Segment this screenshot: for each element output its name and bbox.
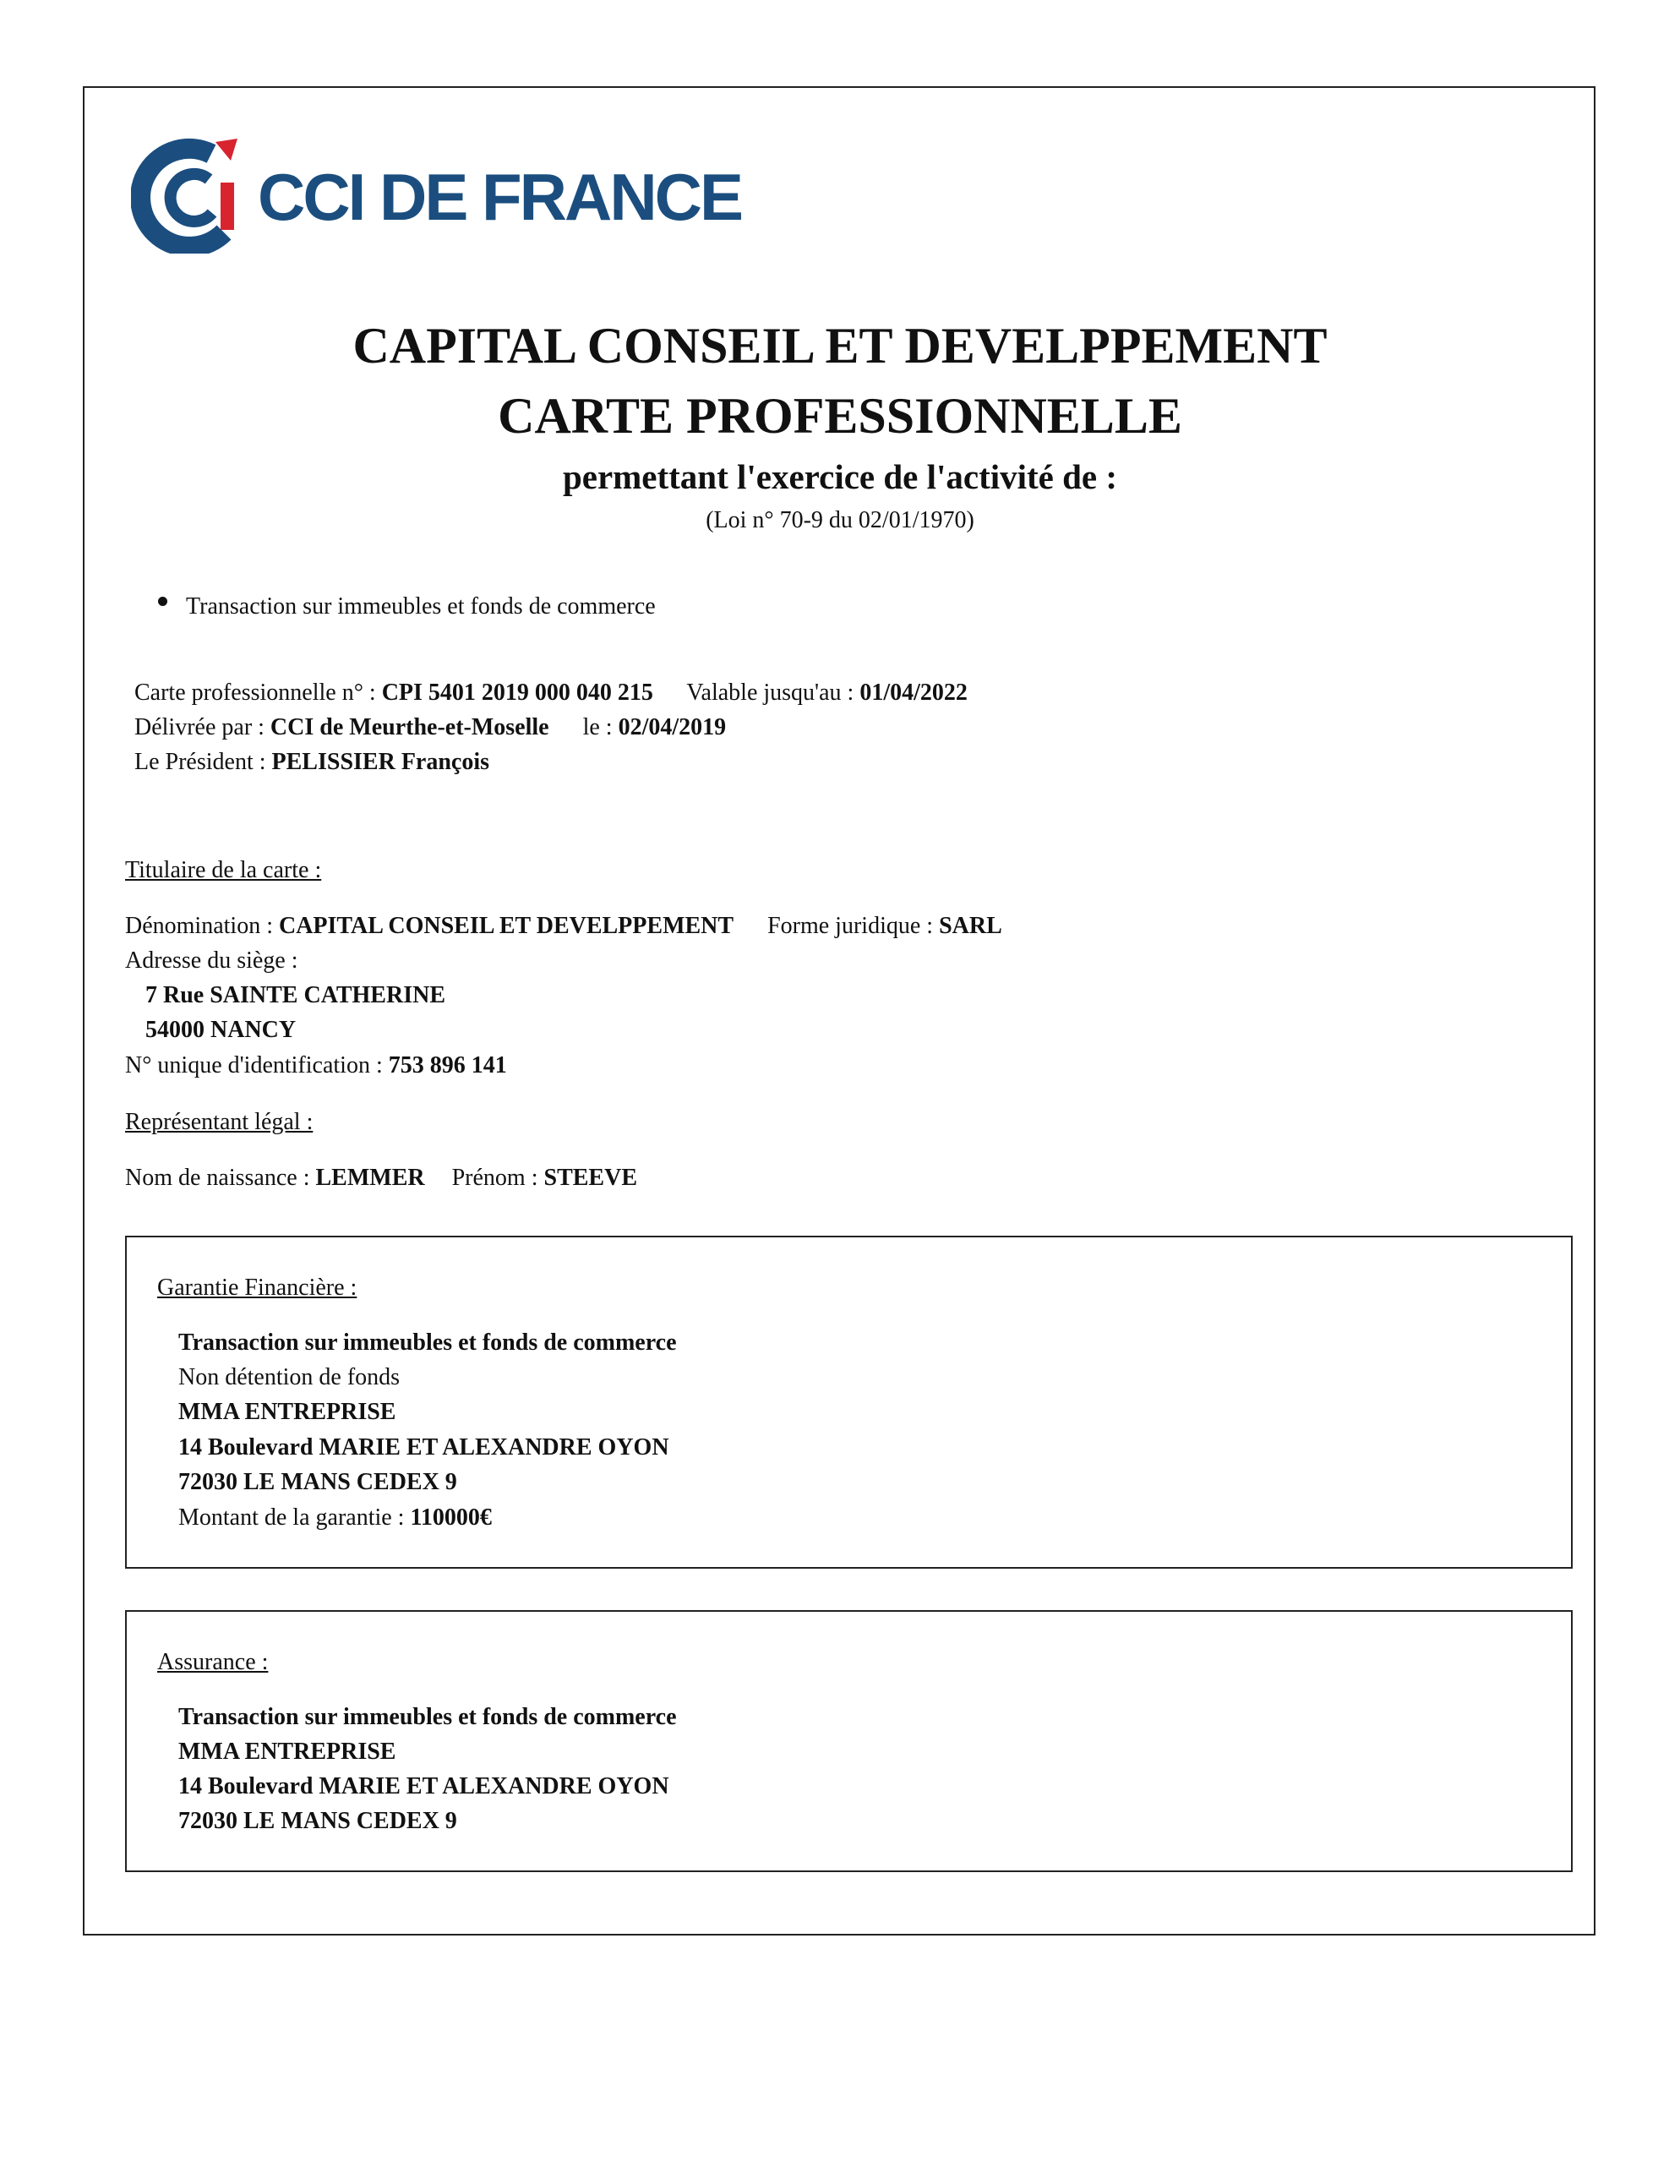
law-reference: (Loi n° 70-9 du 02/01/1970) [706, 507, 974, 533]
insurance-address-line1: 14 Boulevard MARIE ET ALEXANDRE OYON [178, 1773, 669, 1799]
president-line: Le Président : PELISSIER François [134, 749, 490, 775]
guarantee-section-title: Garantie Financière : [157, 1275, 357, 1301]
guarantee-amount: 110000€ [410, 1504, 492, 1531]
id-line: N° unique d'identification : 753 896 141 [125, 1052, 507, 1078]
insurance-insurer: MMA ENTREPRISE [178, 1739, 396, 1765]
activity-subtitle: permettant l'exercice de l'activité de : [562, 457, 1118, 496]
guarantee-mode: Non détention de fonds [178, 1364, 401, 1390]
guarantee-address-line1: 14 Boulevard MARIE ET ALEXANDRE OYON [178, 1434, 669, 1461]
guarantee-address-line2: 72030 LE MANS CEDEX 9 [178, 1469, 457, 1495]
activity-item: Transaction sur immeubles et fonds de commerce [186, 593, 656, 620]
page-title: CAPITAL CONSEIL ET DEVELPPEMENT [352, 318, 1328, 374]
address-label: Adresse du siège : [125, 947, 298, 974]
president-name: PELISSIER François [271, 749, 490, 775]
birth-name: LEMMER [315, 1165, 425, 1191]
issue-date: 02/04/2019 [618, 714, 727, 740]
card-number: CPI 5401 2019 000 040 215 [381, 680, 653, 706]
unique-id: 753 896 141 [388, 1052, 507, 1078]
first-name: STEEVE [543, 1165, 637, 1191]
card-type-title: CARTE PROFESSIONNELLE [498, 388, 1182, 444]
holder-name-line: Dénomination : CAPITAL CONSEIL ET DEVELPPEMENT Forme juridique : SARL [125, 913, 1002, 939]
insurance-section-title: Assurance : [157, 1649, 269, 1675]
guarantee-activity: Transaction sur immeubles et fonds de commerce [178, 1330, 677, 1356]
issuer: CCI de Meurthe-et-Moselle [270, 714, 549, 740]
holder-section-title: Titulaire de la carte : [125, 857, 322, 883]
insurance-address-line2: 72030 LE MANS CEDEX 9 [178, 1808, 457, 1834]
guarantee-amount-line: Montant de la garantie : 110000€ [178, 1504, 492, 1531]
address-line2: 54000 NANCY [145, 1017, 297, 1043]
holder-name: CAPITAL CONSEIL ET DEVELPPEMENT [278, 913, 734, 939]
cci-emblem-icon [131, 135, 249, 254]
insurance-activity: Transaction sur immeubles et fonds de commerce [178, 1704, 677, 1730]
cci-logo-text: CCI DE FRANCE [258, 160, 742, 234]
representative-name-line: Nom de naissance : LEMMER Prénom : STEEVE [125, 1165, 637, 1191]
card-number-line: Carte professionnelle n° : CPI 5401 2019 000 040 215 Valable jusqu'au : 01/04/2022 [134, 680, 968, 706]
guarantee-insurer: MMA ENTREPRISE [178, 1399, 396, 1425]
bullet-icon [158, 597, 167, 606]
address-line1: 7 Rue SAINTE CATHERINE [145, 982, 445, 1008]
representative-section-title: Représentant légal : [125, 1109, 314, 1135]
issued-by-line: Délivrée par : CCI de Meurthe-et-Moselle le : 02/04/2019 [134, 714, 727, 740]
valid-until: 01/04/2022 [859, 680, 968, 706]
cci-logo [131, 135, 742, 254]
legal-form: SARL [939, 913, 1002, 939]
